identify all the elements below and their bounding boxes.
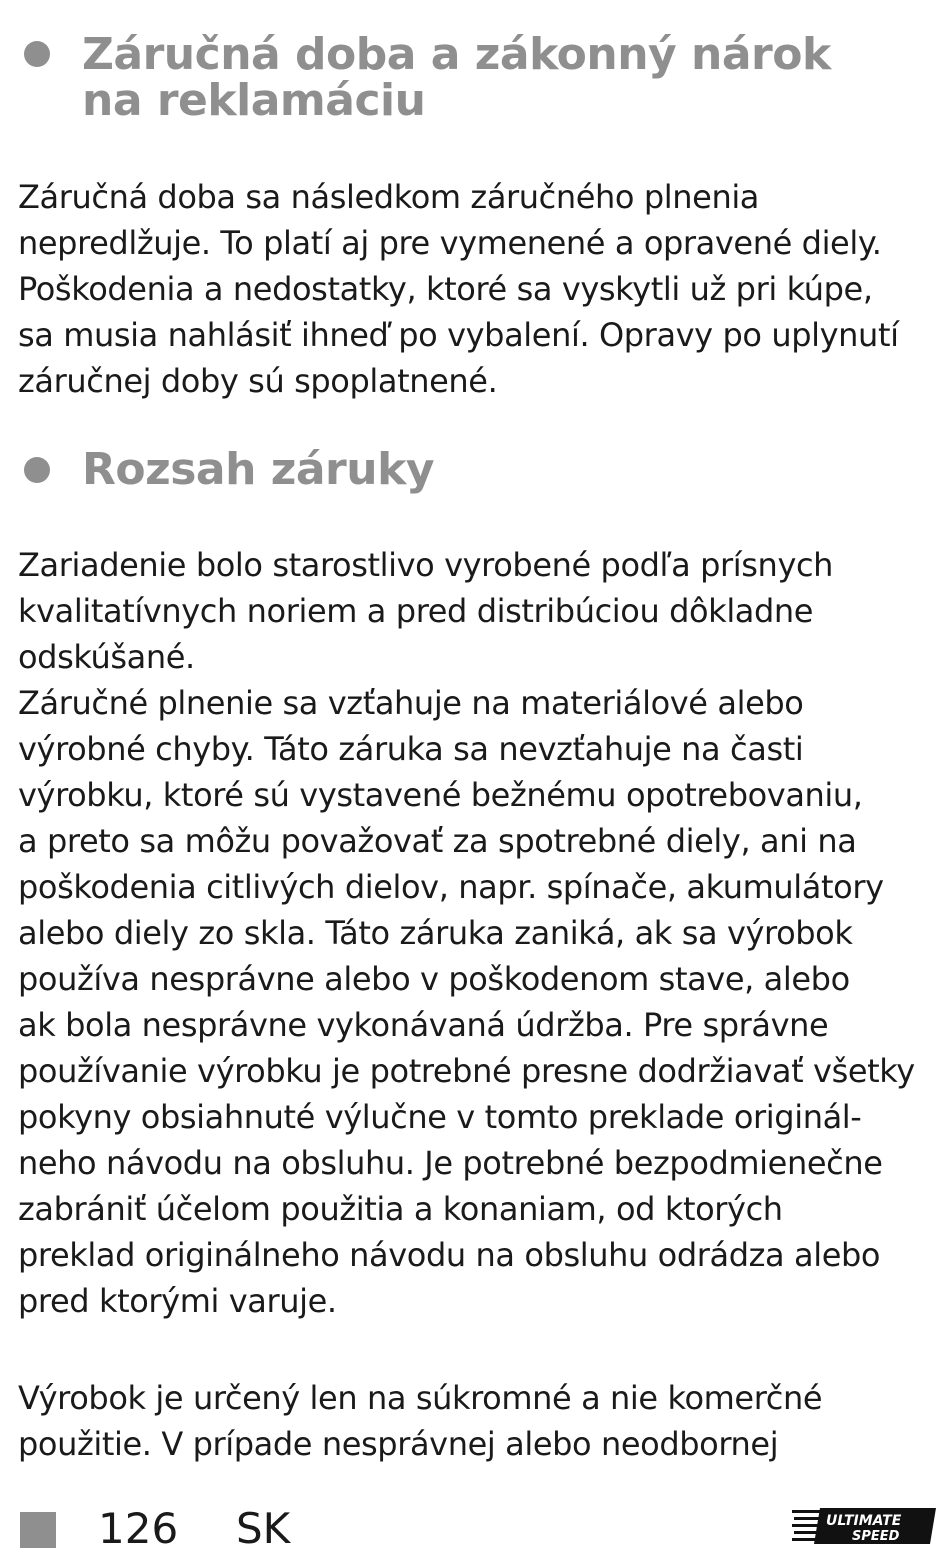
text-line: Zariadenie bolo starostlivo vyrobené podľa prísnych <box>18 546 834 584</box>
text-line: Záručné plnenie sa vzťahuje na materiálové alebo <box>18 684 804 722</box>
text-line: pred ktorými varuje. <box>18 1282 337 1320</box>
ultimate-speed-logo <box>790 1504 936 1548</box>
section-heading-warranty-scope <box>20 441 920 499</box>
text-line: preklad originálneho návodu na obsluhu odrádza alebo <box>18 1236 881 1274</box>
text-line: Výrobok je určený len na súkromné a nie komerčné <box>18 1379 823 1417</box>
section-heading-warranty-period <box>20 26 920 130</box>
text-line: výrobné chyby. Táto záruka sa nevzťahuje na časti <box>18 730 804 768</box>
text-line: poškodenia citlivých dielov, napr. spínače, akumulátory <box>18 868 884 906</box>
text-line: alebo diely zo skla. Táto záruka zaniká, ak sa výrobok <box>18 914 853 952</box>
paragraph-warranty-period <box>18 174 933 404</box>
text-line: Poškodenia a nedostatky, ktoré sa vyskytli už pri kúpe, <box>18 270 873 308</box>
logo-word-ultimate: ULTIMATE <box>826 1513 902 1529</box>
heading-line: Záručná doba a zákonný nárok <box>82 29 831 80</box>
heading-line: Rozsah záruky <box>82 444 435 495</box>
text-line: odskúšané. <box>18 638 195 676</box>
text-line: nepredlžuje. To platí aj pre vymenené a opravené diely. <box>18 224 882 262</box>
page-number: 126 <box>98 1504 179 1553</box>
text-line: Záručná doba sa následkom záručného plnenia <box>18 178 760 216</box>
text-line: používanie výrobku je potrebné presne dodržiavať všetky <box>18 1052 915 1090</box>
text-line: záručnej doby sú spoplatnené. <box>18 362 498 400</box>
text-line: zabrániť účelom použitia a konaniam, od ktorých <box>18 1190 783 1228</box>
text-line: použitie. V prípade nesprávnej alebo neodbornej <box>18 1425 779 1463</box>
page-footer <box>0 1500 950 1553</box>
text-line: používa nesprávne alebo v poškodenom stave, alebo <box>18 960 850 998</box>
text-line: pokyny obsiahnuté výlučne v tomto preklade originál- <box>18 1098 862 1136</box>
text-line: kvalitatívnych noriem a pred distribúciou dôkladne <box>18 592 814 630</box>
paragraph-private-use <box>18 1375 933 1467</box>
footer-square-marker <box>20 1512 56 1548</box>
heading-line: na reklamáciu <box>82 75 426 126</box>
text-line: výrobku, ktoré sú vystavené bežnému opotrebovaniu, <box>18 776 863 814</box>
bullet-icon <box>24 41 50 67</box>
language-code: SK <box>236 1504 291 1553</box>
text-line: a preto sa môžu považovať za spotrebné diely, ani na <box>18 822 857 860</box>
text-line: sa musia nahlásiť ihneď po vybalení. Opravy po uplynutí <box>18 316 899 354</box>
text-line: neho návodu na obsluhu. Je potrebné bezpodmienečne <box>18 1144 883 1182</box>
logo-word-speed: SPEED <box>852 1529 900 1544</box>
paragraph-warranty-scope <box>18 542 933 1324</box>
bullet-icon <box>24 457 50 483</box>
text-line: ak bola nesprávne vykonávaná údržba. Pre správne <box>18 1006 829 1044</box>
